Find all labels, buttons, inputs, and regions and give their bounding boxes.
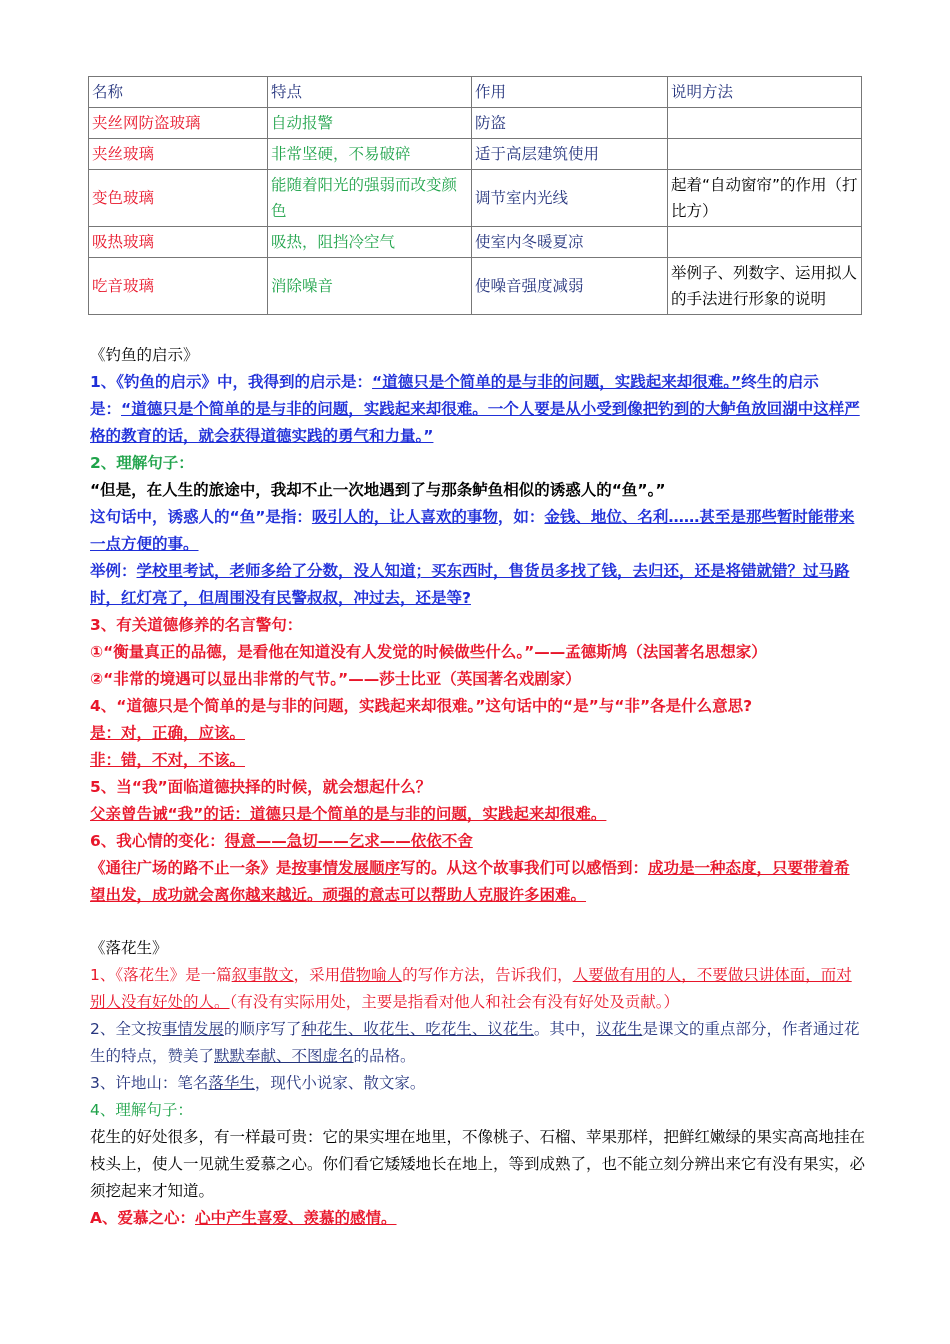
paragraph	[90, 558, 865, 612]
cell-name: 吸热玻璃	[89, 227, 268, 258]
text-run: 1、《落花生》是一篇	[90, 966, 232, 984]
text-run: 父亲曾告诫“我”的话：道德只是个简单的是与非的问题，实践起来却很难。	[90, 805, 607, 823]
paragraph: 2、理解句子：	[90, 454, 194, 472]
paragraph	[90, 1205, 865, 1232]
text-run: 吸引人的，让人喜欢的事物	[311, 508, 498, 526]
section-title-luohuasheng: 《落花生》	[90, 939, 168, 957]
text-run: 种花生、收花生、吃花生、议花生	[301, 1020, 534, 1038]
text-run: ，如：	[497, 508, 545, 526]
text-run: 6、我心情的变化：	[90, 832, 225, 850]
paragraph	[90, 801, 865, 828]
cell-use: 防盗	[472, 108, 668, 139]
header-cell-name: 名称	[89, 77, 268, 108]
table-row	[89, 258, 862, 315]
text-run: 金钱、地位、名利……甚至是那些暂时能带来一点方便的事。	[90, 508, 855, 553]
cell-name: 吃音玻璃	[89, 258, 268, 315]
cell-feature: 吸热，阻挡冷空气	[268, 227, 472, 258]
table-row	[89, 170, 862, 227]
cell-use: 适于高层建筑使用	[472, 139, 668, 170]
paragraph: 5、当“我”面临道德抉择的时候，就会想起什么？	[90, 778, 432, 796]
cell-method: 起着“自动窗帘”的作用（打比方）	[668, 170, 862, 227]
table-header-row	[89, 77, 862, 108]
text-run: 。其中，	[533, 1020, 596, 1038]
cell-method	[668, 139, 862, 170]
cell-method	[668, 227, 862, 258]
paragraph	[90, 369, 865, 450]
paragraph: ②“非常的境遇可以显出非常的气节。”——莎士比亚（英国著名戏剧家）	[90, 670, 581, 688]
text-run: 得意——急切——乞求——依依不舍	[224, 832, 473, 850]
text-run: 议花生	[595, 1020, 643, 1038]
text-run: 成功是一种态度，只要带着希望出发，成功就会离你越来越近。顽强的意志可以帮助人克服许多困难。	[90, 859, 850, 904]
text-run: 的写作方法，告诉我们，	[402, 966, 573, 984]
text-run: A、爱慕之心：	[90, 1209, 195, 1227]
paragraph	[90, 962, 865, 1016]
cell-use: 使室内冬暖夏凉	[472, 227, 668, 258]
text-run: 心中产生喜爱、羡慕的感情。	[195, 1209, 397, 1227]
document-body	[90, 342, 865, 1232]
text-run: 人要做有用的人，不要做只讲体面，而对别人没有好处的人。	[90, 966, 852, 1011]
paragraph	[90, 1070, 865, 1097]
paragraph	[90, 720, 865, 747]
text-run: ，采用	[293, 966, 341, 984]
cell-use: 使噪音强度减弱	[472, 258, 668, 315]
text-run: 落华生	[208, 1074, 255, 1092]
paragraph: 4、理解句子：	[90, 1101, 193, 1119]
table-row	[89, 227, 862, 258]
cell-feature: 消除噪音	[268, 258, 472, 315]
table-row	[89, 139, 862, 170]
text-run: 1、《钓鱼的启示》中，我得到的启示是：	[90, 373, 373, 391]
cell-name: 夹丝网防盗玻璃	[89, 108, 268, 139]
text-run: 默默奉献、不图虚名	[214, 1047, 354, 1065]
cell-feature: 能随着阳光的强弱而改变颜色	[268, 170, 472, 227]
text-run: 写的。从这个故事我们可以感悟到：	[400, 859, 649, 877]
text-run: 这句话中，诱惑人的“鱼”是指：	[90, 508, 312, 526]
text-run: 按事情发展顺序	[291, 859, 401, 877]
paragraph	[90, 1016, 865, 1070]
glass-table	[88, 76, 862, 315]
cell-feature: 非常坚硬，不易破碎	[268, 139, 472, 170]
header-cell-use: 作用	[472, 77, 668, 108]
text-run: 是：对，正确，应该。	[90, 724, 246, 742]
paragraph	[90, 504, 865, 558]
header-cell-feature: 特点	[268, 77, 472, 108]
text-run: 非：错，不对，不该。	[90, 751, 246, 769]
text-run: 3、许地山：笔名	[90, 1074, 209, 1092]
text-run: 举例：	[90, 562, 137, 580]
paragraph	[90, 828, 865, 855]
text-run: 《通往广场的路不止一条》是	[90, 859, 292, 877]
cell-name: 夹丝玻璃	[89, 139, 268, 170]
text-run: 借物喻人	[340, 966, 403, 984]
paragraph: “但是，在人生的旅途中，我却不止一次地遇到了与那条鲈鱼相似的诱惑人的“鱼”。”	[90, 481, 666, 499]
paragraph: 花生的好处很多，有一样最可贵：它的果实埋在地里，不像桃子、石榴、苹果那样，把鲜红嫩绿的果实高高地挂在枝头上，使人一见就生爱慕之心。你们看它矮矮地长在地上，等到成熟了，也不能立刻分辨出来它有没有果实，必须挖起来才知道。	[90, 1128, 866, 1200]
text-run: 的品格。	[353, 1047, 416, 1065]
text-run: ，现代小说家、散文家。	[254, 1074, 426, 1092]
text-run: “道德只是个简单的是与非的问题，实践起来却很难。”	[372, 373, 742, 391]
text-run: 学校里考试，老师多给了分数，没人知道；买东西时，售货员多找了钱，去归还，还是将错就错？过马路时，红灯亮了，但周围没有民警叔叔，冲过去，还是等?	[90, 562, 850, 607]
text-run: 2、全文按	[90, 1020, 162, 1038]
section-title-diaoyu: 《钓鱼的启示》	[90, 346, 199, 364]
header-cell-method: 说明方法	[668, 77, 862, 108]
cell-name: 变色玻璃	[89, 170, 268, 227]
text-run: 的顺序写了	[223, 1020, 302, 1038]
table-row	[89, 108, 862, 139]
paragraph: 4、“道德只是个简单的是与非的问题，实践起来却很难。”这句话中的“是”与“非”各是什么意思?	[90, 697, 753, 715]
text-run: 终生的启示是：	[90, 373, 819, 418]
cell-method: 举例子、列数字、运用拟人的手法进行形象的说明	[668, 258, 862, 315]
text-run: 事情发展	[161, 1020, 224, 1038]
text-run: “道德只是个简单的是与非的问题，实践起来却很难。一个人要是从小受到像把钓到的大鲈鱼放回湖中这样严格的教育的话，就会获得道德实践的勇气和力量。”	[90, 400, 860, 445]
cell-feature: 自动报警	[268, 108, 472, 139]
paragraph: 3、有关道德修养的名言警句：	[90, 616, 303, 634]
text-run: 叙事散文	[231, 966, 294, 984]
text-run: （有没有实际用处，主要是指看对他人和社会有没有好处及贡献。）	[229, 993, 680, 1011]
cell-method	[668, 108, 862, 139]
paragraph: ①“衡量真正的品德，是看他在知道没有人发觉的时候做些什么。”——孟德斯鸠（法国著名思想家）	[90, 643, 767, 661]
blank-line	[90, 909, 865, 935]
text-run: 是课文的重点部分，作者通过花生的特点，赞美了	[90, 1020, 860, 1065]
cell-use: 调节室内光线	[472, 170, 668, 227]
paragraph	[90, 855, 865, 909]
paragraph	[90, 747, 865, 774]
